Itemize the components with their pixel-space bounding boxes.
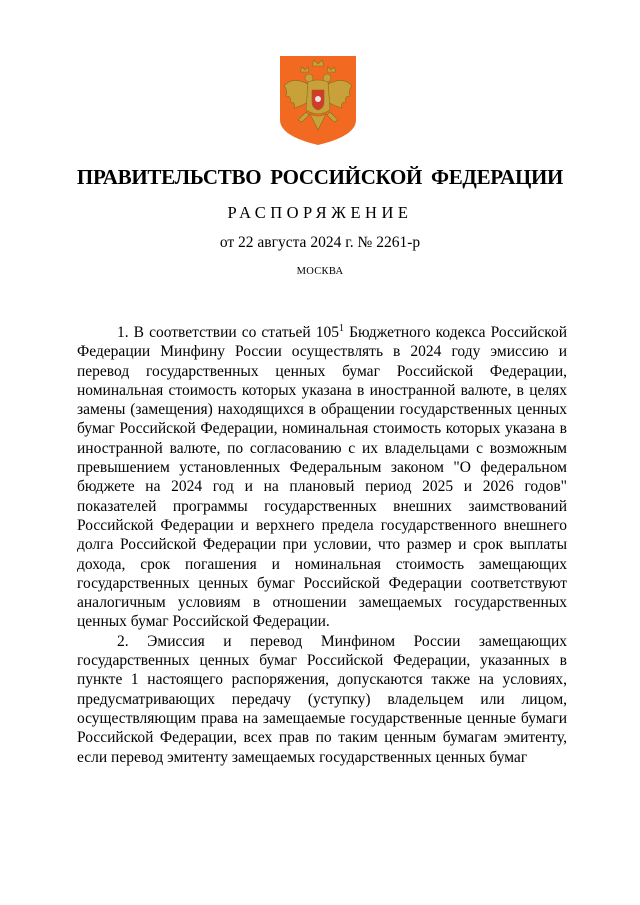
paragraph-1-rest: Бюджетного кодекса Российской Федерации Минфину России осуществлять в 2024 году эмиссию и перевод государственных ценных бумаг Российской Федерации, номинальная стоимость которых указана в иностранной валюте, в целях замены (замещения) находящихся в обращении государственных ценных бумаг Российской Федерации, номинальная стоимость которых указана в иностранной валюте, по согласованию с их владельцами с возможным превышением установленных Федеральным законом "О федеральном бюджете на 2024 год и на плановый период 2025 и 2026 годов" показателей программы государственных внешних заимствований Российской Федерации и верхнего предела государственного внешнего долга Российской Федерации при условии, что размер и срок выплаты дохода, срок погашения и номинальная стоимость замещающих государственных ценных бумаг Российской Федерации соответствуют аналогичным условиям в отношении замещаемых государственных ценных бумаг Российской Федерации.	[77, 324, 568, 631]
document-date-number: от 22 августа 2024 г. № 2261-р	[219, 234, 421, 251]
russian-coat-of-arms-icon	[278, 56, 358, 146]
city-label: МОСКВА	[296, 266, 344, 277]
paragraph-2: 2. Эмиссия и перевод Минфином России замещающих государственных ценных бумаг Российской Федерации, указанных в пункте 1 настоящего распоряжения, допускаются также на условиях, предусматривающих передачу (уступку) владельцем или лицом, осуществляющим права на замещаемые государственные ценные бумаги Российской Федерации, всех прав по таким ценным бумагам эмитенту, если перевод эмитенту замещаемых государственных ценных бумаг	[77, 632, 567, 766]
paragraph-1-start: 1. В соответствии со статьей 105	[117, 324, 340, 341]
government-title: ПРАВИТЕЛЬСТВО РОССИЙСКОЙ ФЕДЕРАЦИИ	[76, 165, 564, 189]
document-body	[77, 323, 567, 767]
paragraph-1	[77, 323, 567, 632]
document-type: РАСПОРЯЖЕНИЕ	[227, 203, 413, 222]
article-superscript: 1	[339, 323, 345, 334]
